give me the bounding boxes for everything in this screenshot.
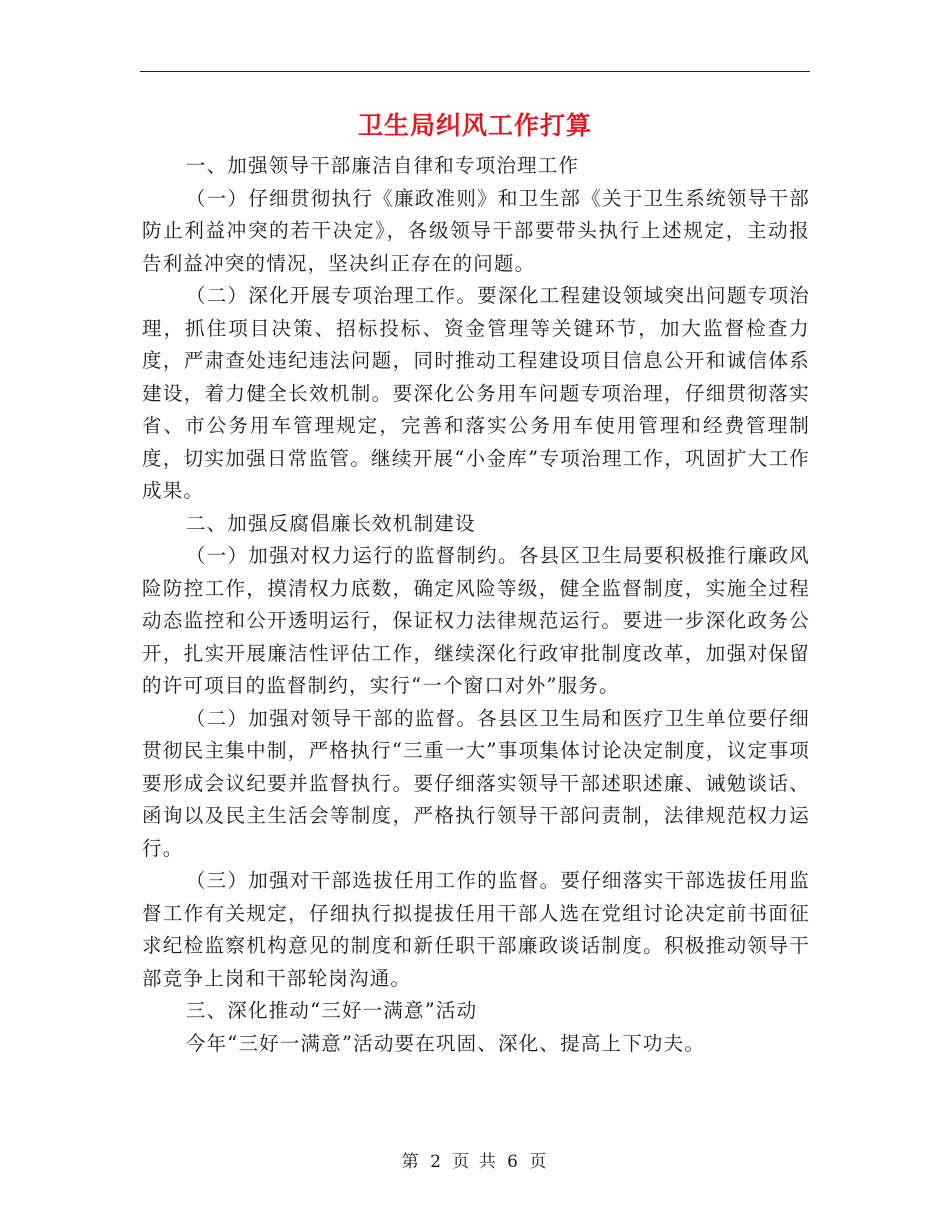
paragraph-1-2: （二）深化开展专项治理工作。要深化工程建设领域突出问题专项治理，抓住项目决策、招标投标、资金管理等关键环节，加大监督检查力度，严肃查处违纪违法问题，同时推动工程建设项目信息公开和诚信体系建设，着力健全长效机制。要深化公务用车问题专项治理，仔细贯彻落实省、市公务用车管理规定，完善和落实公务用车使用管理和经费管理制度，切实加强日常监管。继续开展“小金库”专项治理工作，巩固扩大工作成果。 — [142, 284, 810, 502]
header-rule — [140, 71, 810, 72]
footer-total-pages: 6 — [507, 1152, 520, 1172]
footer-suffix: 页 — [529, 1152, 549, 1172]
paragraph-2-3: （三）加强对干部选拔任用工作的监督。要仔细落实干部选拔任用监督工作有关规定，仔细执行拟提拔任用干部人选在党组讨论决定前书面征求纪检监察机构意见的制度和新任职干部廉政谈话制度。积极推动领导干部竞争上岗和干部轮岗沟通。 — [142, 869, 810, 990]
paragraph-2-2: （二）加强对领导干部的监督。各县区卫生局和医疗卫生单位要仔细贯彻民主集中制，严格执行“三重一大”事项集体讨论决定制度，议定事项要形成会议纪要并监督执行。要仔细落实领导干部述职述廉、诫勉谈话、函询以及民主生活会等制度，严格执行领导干部问责制，法律规范权力运行。 — [142, 706, 810, 860]
paragraph-2-1: （一）加强对权力运行的监督制约。各县区卫生局要积极推行廉政风险防控工作，摸清权力底数，确定风险等级，健全监督制度，实施全过程动态监控和公开透明运行，保证权力法律规范运行。要进一步深化政务公开，扎实开展廉洁性评估工作，继续深化行政审批制度改革，加强对保留的许可项目的监督制约，实行“一个窗口对外”服务。 — [142, 544, 810, 697]
page-footer — [0, 1150, 950, 1174]
section-heading-2: 二、加强反腐倡廉长效机制建设 — [185, 511, 476, 535]
footer-middle: 页 共 — [452, 1152, 498, 1172]
section-heading-1: 一、加强领导干部廉洁自律和专项治理工作 — [185, 154, 580, 177]
section-heading-3: 三、深化推动“三好一满意”活动 — [185, 999, 478, 1022]
footer-current-page: 2 — [430, 1152, 443, 1172]
document-body — [142, 150, 810, 1060]
document-title: 卫生局纠风工作打算 — [357, 111, 592, 140]
paragraph-1-1: （一）仔细贯彻执行《廉政准则》和卫生部《关于卫生系统领导干部防止利益冲突的若干决定》，各级领导干部要带头执行上述规定，主动报告利益冲突的情况，坚决纠正存在的问题。 — [142, 186, 810, 275]
footer-prefix: 第 — [401, 1152, 421, 1172]
paragraph-3-1: 今年“三好一满意”活动要在巩固、深化、提高上下功夫。 — [185, 1031, 706, 1055]
